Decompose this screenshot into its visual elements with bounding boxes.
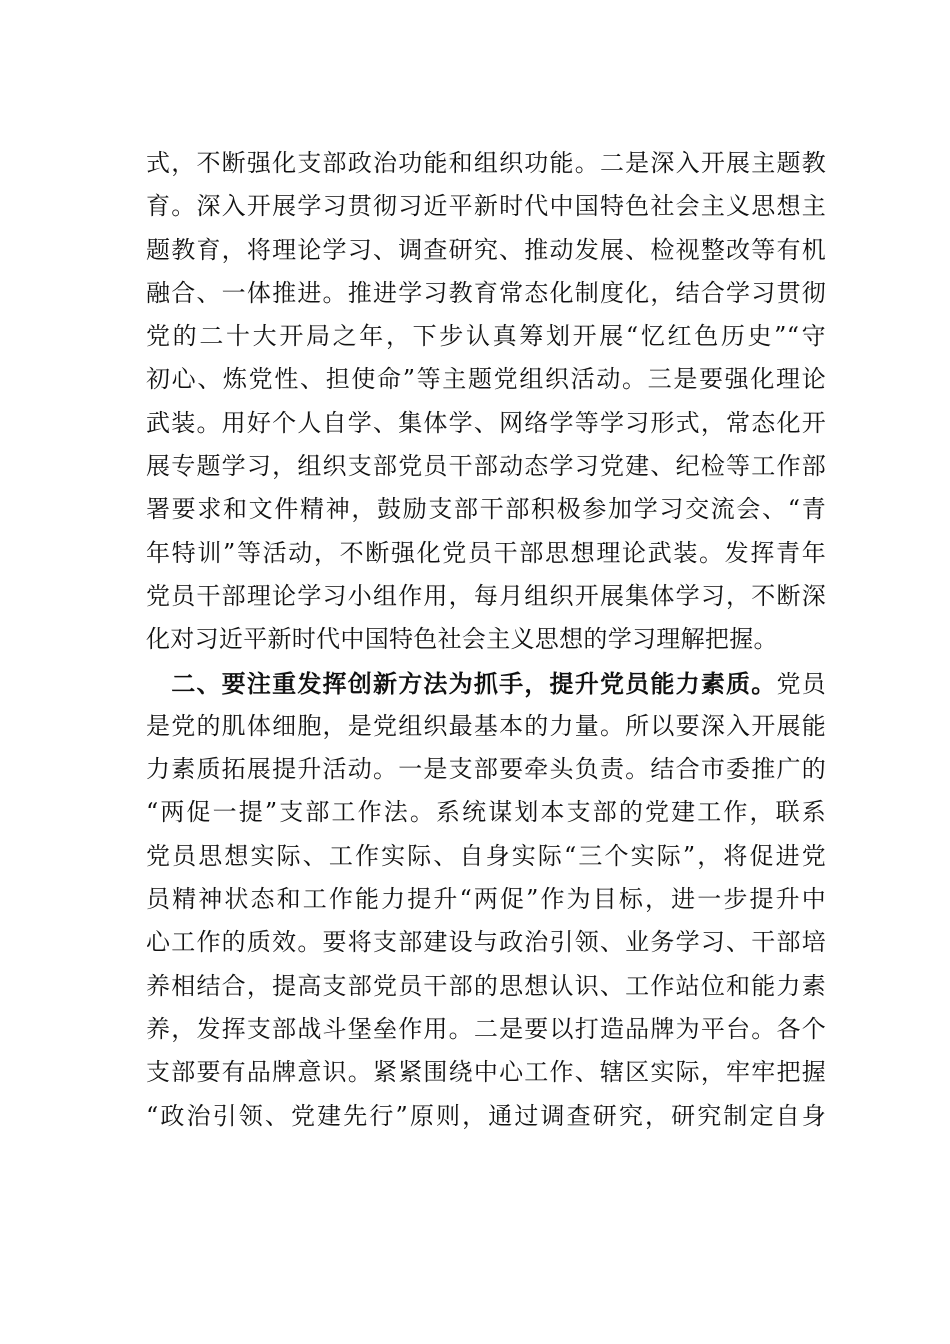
paragraph-line-2: 育。深入开展学习贯彻习近平新时代中国特色社会主义思想主 [146,192,826,221]
section-line-5: 员精神状态和工作能力提升“两促”作为目标，进一步提升中 [146,885,826,914]
paragraph-line-3: 题教育，将理论学习、调查研究、推动发展、检视整改等有机 [146,235,826,264]
section-line-3: “两促一提”支部工作法。系统谋划本支部的党建工作，联系 [146,798,826,827]
section-line-2: 力素质拓展提升活动。一是支部要牵头负责。结合市委推广的 [146,755,826,784]
paragraph-line-7: 武装。用好个人自学、集体学、网络学等学习形式，常态化开 [146,408,826,437]
section-line-7: 养相结合，提高支部党员干部的思想认识、工作站位和能力素 [146,971,826,1000]
paragraph-line-10: 年特训”等活动，不断强化党员干部思想理论武装。发挥青年 [146,538,826,567]
section-heading: 二、要注重发挥创新方法为抓手，提升党员能力素质。 [146,668,777,698]
section-line-4: 党员思想实际、工作实际、自身实际“三个实际”，将促进党 [146,841,826,870]
paragraph-line-1: 式，不断强化支部政治功能和组织功能。二是深入开展主题教 [146,149,826,177]
paragraph-line-4: 融合、一体推进。推进学习教育常态化制度化，结合学习贯彻 [146,278,826,307]
section-line-6: 心工作的质效。要将支部建设与政治引领、业务学习、干部培 [146,928,826,957]
section-line-10: “政治引领、党建先行”原则，通过调查研究，研究制定自身 [146,1101,826,1130]
paragraph-line-8: 展专题学习，组织支部党员干部动态学习党建、纪检等工作部 [146,452,826,481]
section-line-9: 支部要有品牌意识。紧紧围绕中心工作、辖区实际，牢牢把握 [146,1058,826,1087]
paragraph-line-5: 党的二十大开局之年，下步认真筹划开展“忆红色历史”“守 [146,322,826,351]
section-line-1: 是党的肌体细胞，是党组织最基本的力量。所以要深入开展能 [146,711,826,740]
body-text [146,142,826,1138]
section-line-8: 养，发挥支部战斗堡垒作用。二是要以打造品牌为平台。各个 [146,1014,826,1043]
section-heading-line [146,662,826,705]
paragraph-line-6: 初心、炼党性、担使命”等主题党组织活动。三是要强化理论 [146,365,826,394]
section-heading-tail: 党员 [776,669,827,698]
paragraph-line-11: 党员干部理论学习小组作用，每月组织开展集体学习，不断深 [146,581,826,610]
paragraph-line-9: 署要求和文件精神，鼓励支部干部积极参加学习交流会、“青 [146,495,826,524]
paragraph-line-12: 化对习近平新时代中国特色社会主义思想的学习理解把握。 [146,625,778,654]
